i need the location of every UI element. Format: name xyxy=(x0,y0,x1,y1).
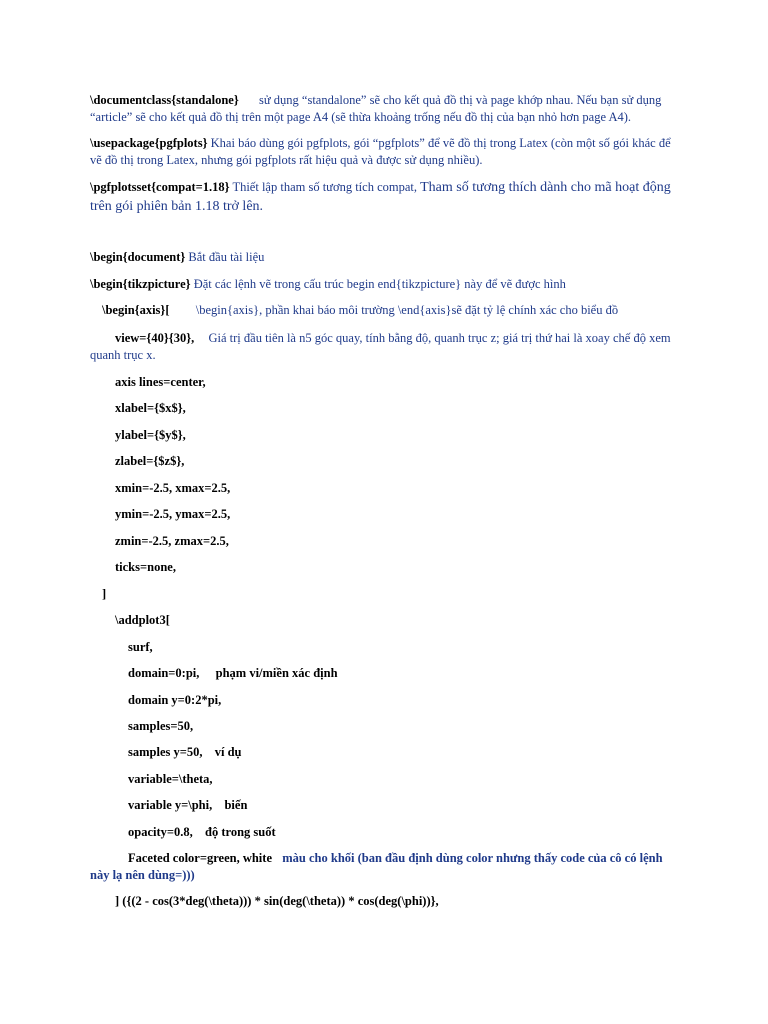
code-samples-y: samples y=50, xyxy=(128,745,203,759)
line-usepackage xyxy=(90,135,672,169)
code-begin-document: \begin{document} xyxy=(90,250,186,264)
line-domain-y: domain y=0:2*pi, xyxy=(128,693,222,707)
line-view xyxy=(90,330,672,364)
code-documentclass: \documentclass{standalone} xyxy=(90,93,239,107)
line-axis-lines: axis lines=center, xyxy=(115,375,206,389)
line-samples-y xyxy=(128,744,672,761)
note-variable-y: biến xyxy=(224,798,248,812)
note-pgfplotsset: Thiết lập tham số tương tích compat, xyxy=(232,180,417,194)
line-opacity xyxy=(128,824,672,841)
line-zmin-zmax: zmin=-2.5, zmax=2.5, xyxy=(115,534,229,548)
line-documentclass xyxy=(90,92,672,126)
line-addplot3: \addplot3[ xyxy=(115,613,170,627)
line-samples: samples=50, xyxy=(128,719,194,733)
note-begin-axis: \begin{axis}, phần khai báo môi trường \end{axis}sẽ đặt tỷ lệ chính xác cho biểu đồ xyxy=(195,303,619,317)
note-view: Giá trị đầu tiên là n5 góc quay, tính bằng độ, quanh trục z; giá trị thứ hai là xoay chế độ xem quanh trục x. xyxy=(90,331,671,362)
line-ymin-ymax: ymin=-2.5, ymax=2.5, xyxy=(115,507,231,521)
note-opacity: độ trong suốt xyxy=(205,825,276,839)
note-pgfplotsset-2: Tham số tương thích dành cho mã hoạt động trên gói phiên bản 1.18 trở lên. xyxy=(90,180,671,214)
note-domain: phạm vi/miền xác định xyxy=(215,666,338,680)
code-domain: domain=0:pi, xyxy=(128,666,200,680)
code-begin-axis: \begin{axis}[ xyxy=(102,303,170,317)
line-xmin-xmax: xmin=-2.5, xmax=2.5, xyxy=(115,481,231,495)
code-opacity: opacity=0.8, xyxy=(128,825,193,839)
line-variable: variable=\theta, xyxy=(128,772,213,786)
code-pgfplotsset: \pgfplotsset{compat=1.18} xyxy=(90,180,230,194)
code-view: view={40}{30}, xyxy=(115,331,195,345)
code-faceted-color: Faceted color=green, white xyxy=(128,851,272,865)
line-begin-tikzpicture xyxy=(90,276,672,293)
line-begin-document xyxy=(90,249,672,266)
line-ylabel: ylabel={$y$}, xyxy=(115,428,186,442)
note-faceted-color: màu cho khối (ban đầu định dùng color nhưng thấy code của cô có lệnh này lạ nên dùng=))) xyxy=(90,851,663,882)
line-pgfplotsset xyxy=(90,178,672,216)
code-variable-y: variable y=\phi, xyxy=(128,798,213,812)
line-faceted-color xyxy=(90,850,672,884)
note-usepackage: Khai báo dùng gói pgfplots, gói “pgfplots” để vẽ đồ thị trong Latex (còn một số gói khác để vẽ đồ thị trong Latex, nhưng gói pgfplots rất hiệu quả và được sử dụng nhiều). xyxy=(90,136,671,167)
line-begin-axis xyxy=(102,302,672,319)
line-close-bracket: ] xyxy=(102,587,107,601)
line-domain xyxy=(128,665,672,682)
line-variable-y xyxy=(128,797,672,814)
line-zlabel: zlabel={$z$}, xyxy=(115,454,185,468)
line-surf: surf, xyxy=(128,640,153,654)
note-samples-y: ví dụ xyxy=(214,745,242,759)
code-usepackage: \usepackage{pgfplots} xyxy=(90,136,208,150)
line-function: ] ({(2 - cos(3*deg(\theta))) * sin(deg(\theta)) * cos(deg(\phi))}, xyxy=(115,894,439,908)
line-xlabel: xlabel={$x$}, xyxy=(115,401,186,415)
line-ticks: ticks=none, xyxy=(115,560,176,574)
code-begin-tikzpicture: \begin{tikzpicture} xyxy=(90,277,191,291)
note-begin-document: Bắt đầu tài liệu xyxy=(188,250,265,264)
note-begin-tikzpicture: Đặt các lệnh vẽ trong cấu trúc begin end{tikzpicture} này để vẽ được hình xyxy=(193,277,566,291)
note-documentclass: sử dụng “standalone” sẽ cho kết quả đồ thị và page khớp nhau. Nếu bạn sử dụng “article” sẽ cho kết quả đồ thị trên một page A4 (sẽ thừa khoảng trống nếu đồ thị của bạn nhỏ hơn page A4). xyxy=(90,93,662,124)
